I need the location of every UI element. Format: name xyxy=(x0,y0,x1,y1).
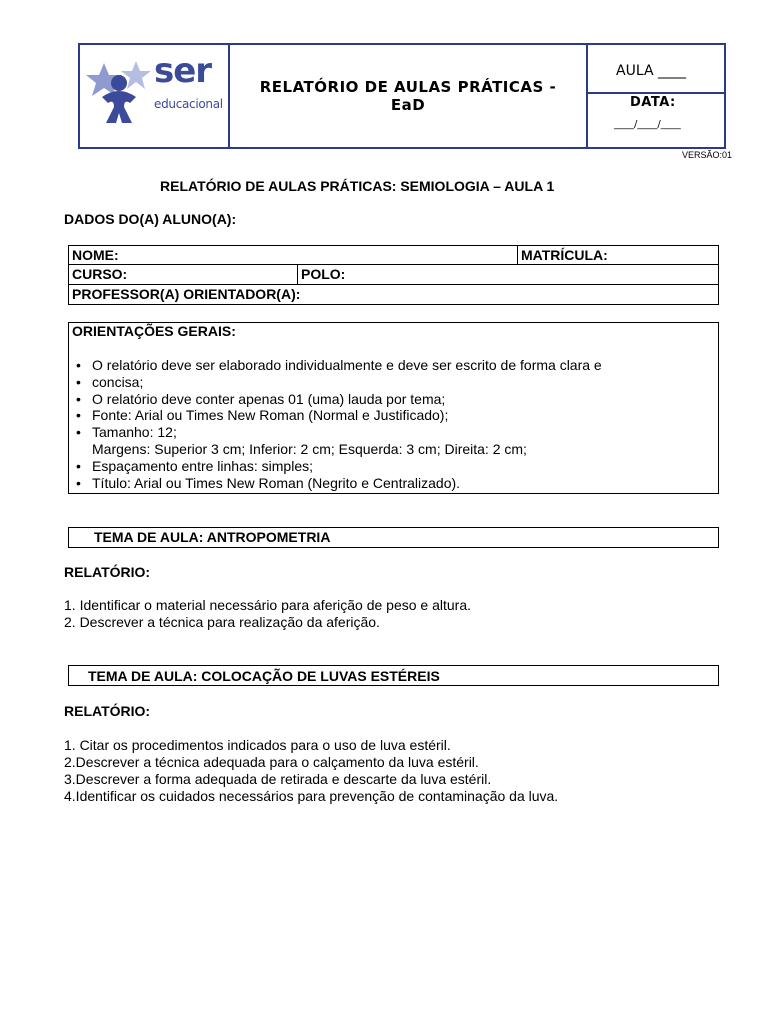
version-label: VERSÃO:01 xyxy=(682,150,733,160)
list-item xyxy=(72,458,602,475)
list-item-text: concisa; xyxy=(92,373,144,390)
report-label: RELATÓRIO: xyxy=(64,703,151,719)
bullet-icon: • xyxy=(76,457,81,474)
list-item xyxy=(72,441,602,458)
bullet-icon: • xyxy=(76,390,81,407)
bullet-icon: • xyxy=(76,407,81,424)
report-label: RELATÓRIO: xyxy=(64,564,151,580)
list-item xyxy=(72,357,602,374)
student-data-table xyxy=(68,245,719,306)
date-blank: ____/____/____ xyxy=(614,119,681,130)
report-item: 2. Descrever a técnica para realização da aferição. xyxy=(64,614,380,630)
bullet-icon: • xyxy=(76,357,81,373)
report-item: 2.Descrever a técnica adequada para o calçamento da luva estéril. xyxy=(64,754,479,770)
report-item: 4.Identificar os cuidados necessários para prevenção de contaminação da luva. xyxy=(64,788,559,804)
logo-brand-text: ser xyxy=(154,51,212,91)
logo-sub-text: educacional xyxy=(154,97,223,111)
list-item xyxy=(72,424,602,441)
table-row xyxy=(68,285,719,305)
professor-cell: PROFESSOR(A) ORIENTADOR(A): xyxy=(68,285,719,305)
data-label: DATA: xyxy=(630,95,676,110)
ser-educacional-logo-icon xyxy=(86,59,152,125)
bullet-icon: • xyxy=(76,474,81,491)
guidelines-title: ORIENTAÇÕES GERAIS: xyxy=(72,323,236,339)
document-title: RELATÓRIO DE AULAS PRÁTICAS: SEMIOLOGIA – AULA 1 xyxy=(160,178,555,194)
list-item xyxy=(72,407,602,424)
student-section-title: DADOS DO(A) ALUNO(A): xyxy=(64,211,237,227)
list-item xyxy=(72,374,602,391)
list-item xyxy=(72,391,602,408)
bullet-icon: • xyxy=(76,424,81,441)
polo-cell: POLO: xyxy=(297,265,719,285)
nome-cell: NOME: xyxy=(68,245,518,265)
list-item-text: Fonte: Arial ou Times New Roman (Normal e Justificado); xyxy=(92,407,449,424)
list-item-text: Título: Arial ou Times New Roman (Negrito e Centralizado). xyxy=(92,474,461,491)
table-row xyxy=(68,245,719,265)
list-item-text: Margens: Superior 3 cm; Inferior: 2 cm; Esquerda: 3 cm; Direita: 2 cm; xyxy=(92,440,527,457)
list-item-text: O relatório deve ser elaborado individualmente e deve ser escrito de forma clara e xyxy=(92,357,602,373)
aula-label: AULA ____ xyxy=(616,63,686,79)
list-item-text: Tamanho: 12; xyxy=(92,424,177,441)
list-item xyxy=(72,475,602,492)
guidelines-list xyxy=(72,357,602,491)
report-item: 1. Citar os procedimentos indicados para o uso de luva estéril. xyxy=(64,737,451,753)
document-header xyxy=(78,43,726,149)
bullet-icon: • xyxy=(76,373,81,390)
list-item-text: Espaçamento entre linhas: simples; xyxy=(92,457,313,474)
matricula-cell: MATRÍCULA: xyxy=(517,245,719,265)
report-item: 3.Descrever a forma adequada de retirada e descarte da luva estéril. xyxy=(64,771,492,787)
curso-cell: CURSO: xyxy=(68,265,298,285)
logo-cell xyxy=(80,45,230,147)
header-title-line-2: EaD xyxy=(390,96,426,114)
header-meta-cell xyxy=(588,45,724,147)
header-title-line-1: RELATÓRIO DE AULAS PRÁTICAS - xyxy=(259,78,557,96)
table-row xyxy=(68,265,719,285)
theme-title: TEMA DE AULA: ANTROPOMETRIA xyxy=(94,529,331,545)
theme-title: TEMA DE AULA: COLOCAÇÃO DE LUVAS ESTÉREIS xyxy=(88,668,440,684)
header-title-cell xyxy=(230,45,588,147)
list-item-text: O relatório deve conter apenas 01 (uma) lauda por tema; xyxy=(92,390,446,407)
report-item: 1. Identificar o material necessário para aferição de peso e altura. xyxy=(64,597,472,613)
aula-cell xyxy=(588,45,724,94)
header-title xyxy=(230,78,586,114)
